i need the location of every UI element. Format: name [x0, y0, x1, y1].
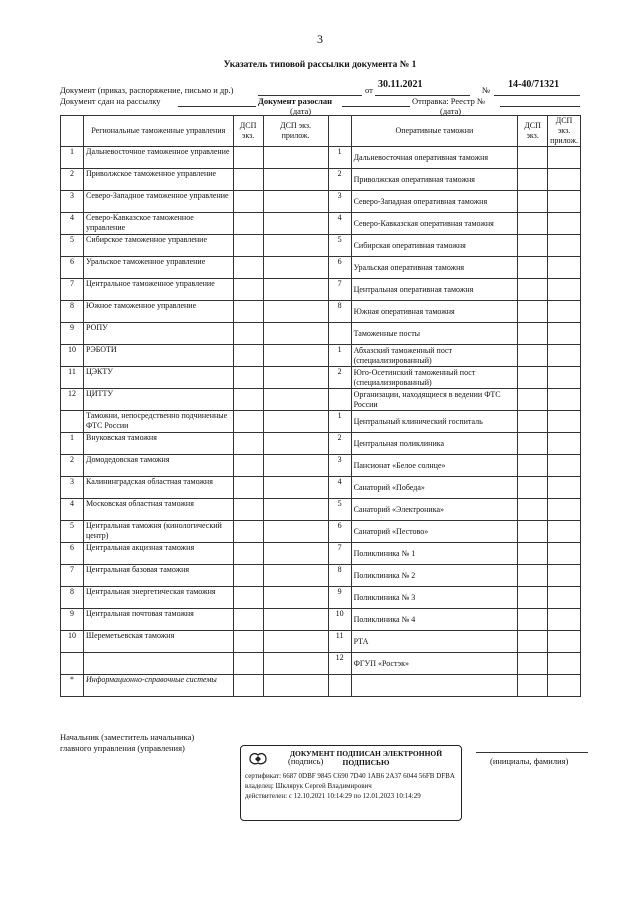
row-right-name: Пансионат «Белое солнце»: [351, 455, 518, 477]
stamp-owner: владелец: Шклярук Сергей Владимирович: [245, 782, 372, 790]
row-left-dsp-att: [263, 191, 328, 213]
row-right-number: 4: [328, 213, 351, 235]
row-left-dsp-att: [263, 345, 328, 367]
row-right-number: 3: [328, 191, 351, 213]
row-right-dsp-att: [548, 191, 581, 213]
row-right-dsp-copy: [518, 499, 548, 521]
doc-from: от: [365, 85, 373, 95]
col-no-2: [328, 116, 351, 147]
doc-date-blank: [375, 85, 470, 96]
row-left-dsp-att: [263, 609, 328, 631]
page-number: 3: [317, 32, 323, 46]
row-right-dsp-att: [548, 411, 581, 433]
row-left-name: Центральная таможня (кинологический центр): [84, 521, 234, 543]
row-left-name: Северо-Западное таможенное управление: [84, 191, 234, 213]
row-right-number: 6: [328, 257, 351, 279]
row-left-dsp-copy: [233, 257, 263, 279]
row-right-dsp-att: [548, 609, 581, 631]
table-row: [61, 411, 581, 433]
distributed-blank: [342, 96, 410, 107]
row-left-number: 8: [61, 587, 84, 609]
row-right-dsp-att: [548, 257, 581, 279]
row-left-number: 10: [61, 631, 84, 653]
row-right-dsp-att: [548, 455, 581, 477]
row-left-dsp-copy: [233, 323, 263, 345]
row-right-dsp-copy: [518, 279, 548, 301]
doc-no-sign: №: [482, 85, 491, 95]
col-no: [61, 116, 84, 147]
table-row: [61, 235, 581, 257]
row-right-number: 8: [328, 565, 351, 587]
row-left-dsp-copy: [233, 653, 263, 675]
row-right-dsp-copy: [518, 411, 548, 433]
table-row: [61, 279, 581, 301]
row-right-dsp-att: [548, 565, 581, 587]
row-right-dsp-copy: [518, 389, 548, 411]
row-left-name: ЦЭКТУ: [84, 367, 234, 389]
row-left-name: Дальневосточное таможенное управление: [84, 147, 234, 169]
date-caption: (дата): [290, 106, 312, 116]
row-right-dsp-copy: [518, 345, 548, 367]
table-row: [61, 631, 581, 653]
row-left-name: Приволжское таможенное управление: [84, 169, 234, 191]
sent-blank: [178, 96, 256, 107]
row-right-name: Санаторий «Электроника»: [351, 499, 518, 521]
row-left-name: Уральское таможенное управление: [84, 257, 234, 279]
row-left-number: 5: [61, 235, 84, 257]
row-right-dsp-copy: [518, 433, 548, 455]
row-right-dsp-copy: [518, 257, 548, 279]
row-right-dsp-att: [548, 675, 581, 697]
row-left-number: 9: [61, 323, 84, 345]
row-left-number: 7: [61, 565, 84, 587]
row-left-dsp-copy: [233, 235, 263, 257]
distributed-label: Документ разослан: [258, 96, 333, 106]
doc-date: 30.11.2021: [378, 79, 423, 90]
row-left-dsp-copy: [233, 565, 263, 587]
row-left-number: 4: [61, 213, 84, 235]
row-right-dsp-copy: [518, 147, 548, 169]
row-left-dsp-att: [263, 279, 328, 301]
row-left-number: *: [61, 675, 84, 697]
row-right-number: 1: [328, 147, 351, 169]
row-left-name: Центральная базовая таможня: [84, 565, 234, 587]
row-right-number: 12: [328, 653, 351, 675]
initials-label: (инициалы, фамилия): [490, 756, 569, 766]
row-left-name: Внуковская таможня: [84, 433, 234, 455]
row-right-number: [328, 323, 351, 345]
row-right-dsp-copy: [518, 323, 548, 345]
row-right-name: Южная оперативная таможня: [351, 301, 518, 323]
row-right-name: Поликлиника № 2: [351, 565, 518, 587]
row-left-dsp-copy: [233, 301, 263, 323]
row-left-dsp-copy: [233, 455, 263, 477]
row-right-dsp-att: [548, 543, 581, 565]
e-signature-stamp: [240, 745, 462, 821]
table-row: [61, 653, 581, 675]
row-right-dsp-att: [548, 477, 581, 499]
row-right-name: Приволжская оперативная таможня: [351, 169, 518, 191]
doc-line-blank: [258, 85, 362, 96]
table-row: [61, 147, 581, 169]
row-left-dsp-copy: [233, 411, 263, 433]
row-right-dsp-copy: [518, 543, 548, 565]
row-right-name: Санаторий «Победа»: [351, 477, 518, 499]
row-right-dsp-att: [548, 345, 581, 367]
doc-number: 14-40/71321: [508, 79, 560, 90]
row-right-name: [351, 675, 518, 697]
row-left-number: 2: [61, 169, 84, 191]
row-left-dsp-att: [263, 257, 328, 279]
row-left-dsp-att: [263, 653, 328, 675]
row-left-dsp-att: [263, 235, 328, 257]
table-row: [61, 257, 581, 279]
row-right-name: Дальневосточная оперативная таможня: [351, 147, 518, 169]
row-left-dsp-copy: [233, 631, 263, 653]
table-row: [61, 543, 581, 565]
row-right-number: 8: [328, 301, 351, 323]
row-right-dsp-att: [548, 631, 581, 653]
row-left-dsp-att: [263, 367, 328, 389]
row-right-dsp-copy: [518, 565, 548, 587]
table-row: [61, 301, 581, 323]
row-left-dsp-copy: [233, 587, 263, 609]
row-right-name: Сибирская оперативная таможня: [351, 235, 518, 257]
row-right-name: Поликлиника № 1: [351, 543, 518, 565]
row-left-dsp-att: [263, 477, 328, 499]
row-right-name: Поликлиника № 3: [351, 587, 518, 609]
row-right-dsp-copy: [518, 631, 548, 653]
row-right-number: 4: [328, 477, 351, 499]
row-right-dsp-att: [548, 279, 581, 301]
row-right-number: 5: [328, 235, 351, 257]
row-right-dsp-copy: [518, 213, 548, 235]
row-right-name: РТА: [351, 631, 518, 653]
row-right-number: 1: [328, 345, 351, 367]
row-left-dsp-copy: [233, 367, 263, 389]
signature-label: (подпись): [288, 756, 324, 766]
row-right-number: [328, 675, 351, 697]
col-regional: Региональные таможенные управления: [84, 116, 234, 147]
table-row: [61, 455, 581, 477]
row-left-dsp-att: [263, 433, 328, 455]
row-left-dsp-copy: [233, 521, 263, 543]
table-row: [61, 609, 581, 631]
row-right-dsp-att: [548, 169, 581, 191]
row-left-dsp-att: [263, 411, 328, 433]
table-row: [61, 587, 581, 609]
row-left-dsp-att: [263, 147, 328, 169]
row-left-dsp-att: [263, 455, 328, 477]
row-left-dsp-copy: [233, 169, 263, 191]
table-row: [61, 367, 581, 389]
table-row: [61, 345, 581, 367]
row-left-number: 1: [61, 147, 84, 169]
row-right-dsp-copy: [518, 653, 548, 675]
doc-number-blank: [494, 85, 580, 96]
row-right-dsp-att: [548, 587, 581, 609]
row-left-number: 11: [61, 367, 84, 389]
col-operational: Оперативные таможни: [351, 116, 518, 147]
chief-label-2: главного управления (управления): [60, 743, 185, 753]
row-left-name: Центральная почтовая таможня: [84, 609, 234, 631]
row-left-dsp-copy: [233, 675, 263, 697]
row-left-number: [61, 411, 84, 433]
row-right-dsp-copy: [518, 477, 548, 499]
row-right-number: 7: [328, 543, 351, 565]
row-left-number: 7: [61, 279, 84, 301]
row-right-dsp-copy: [518, 367, 548, 389]
row-right-dsp-att: [548, 213, 581, 235]
row-left-number: 2: [61, 455, 84, 477]
row-left-dsp-att: [263, 499, 328, 521]
chief-label-1: Начальник (заместитель начальника): [60, 732, 195, 742]
row-left-dsp-att: [263, 587, 328, 609]
row-left-dsp-copy: [233, 499, 263, 521]
table-row: [61, 323, 581, 345]
row-right-number: 1: [328, 411, 351, 433]
table-row: [61, 169, 581, 191]
row-right-number: 2: [328, 367, 351, 389]
row-right-dsp-copy: [518, 521, 548, 543]
row-left-dsp-att: [263, 565, 328, 587]
page-title: Указатель типовой рассылки документа № 1: [223, 60, 417, 70]
row-right-name: Центральная поликлиника: [351, 433, 518, 455]
row-right-number: 2: [328, 169, 351, 191]
row-right-dsp-copy: [518, 455, 548, 477]
row-right-dsp-att: [548, 301, 581, 323]
doc-line-label: Документ (приказ, распоряжение, письмо и др.): [60, 85, 234, 95]
row-right-number: [328, 389, 351, 411]
row-right-name: Санаторий «Пестово»: [351, 521, 518, 543]
row-left-name: Южное таможенное управление: [84, 301, 234, 323]
row-left-name: Шереметьевская таможня: [84, 631, 234, 653]
row-left-dsp-copy: [233, 543, 263, 565]
dispatch-label: Отправка: Реестр №: [412, 96, 486, 106]
row-right-number: 10: [328, 609, 351, 631]
row-left-number: 3: [61, 477, 84, 499]
row-left-name: Центральная акцизная таможня: [84, 543, 234, 565]
row-left-dsp-att: [263, 631, 328, 653]
row-left-dsp-att: [263, 389, 328, 411]
row-right-number: 9: [328, 587, 351, 609]
col-dsp-copy: ДСП экз.: [233, 116, 263, 147]
row-left-dsp-copy: [233, 213, 263, 235]
emblem-icon: [247, 750, 269, 768]
row-left-dsp-copy: [233, 279, 263, 301]
row-right-number: 6: [328, 521, 351, 543]
row-right-number: 11: [328, 631, 351, 653]
row-right-dsp-att: [548, 521, 581, 543]
row-right-dsp-copy: [518, 169, 548, 191]
date-caption-2: (дата): [440, 106, 462, 116]
row-left-name: Центральная энергетическая таможня: [84, 587, 234, 609]
row-left-number: 12: [61, 389, 84, 411]
row-left-name: Информационно-справочные системы: [84, 675, 234, 697]
row-right-name: Организации, находящиеся в ведении ФТС России: [351, 389, 518, 411]
row-right-name: Юго-Осетинский таможенный пост (специализированный): [351, 367, 518, 389]
stamp-valid: действителен: с 12.10.2021 10:14:29 по 12.01.2023 10:14:29: [245, 792, 421, 800]
row-right-dsp-copy: [518, 301, 548, 323]
table-row: [61, 675, 581, 697]
dispatch-blank: [500, 96, 580, 107]
table-row: [61, 389, 581, 411]
row-right-dsp-att: [548, 323, 581, 345]
row-left-name: РОПУ: [84, 323, 234, 345]
row-right-name: Северо-Кавказская оперативная таможня: [351, 213, 518, 235]
row-left-dsp-copy: [233, 609, 263, 631]
row-left-dsp-att: [263, 213, 328, 235]
row-left-name: Северо-Кавказское таможенное управление: [84, 213, 234, 235]
row-left-name: Калининградская областная таможня: [84, 477, 234, 499]
sent-label: Документ сдан на рассылку: [60, 96, 161, 106]
row-right-name: Уральская оперативная таможня: [351, 257, 518, 279]
row-left-number: 6: [61, 543, 84, 565]
row-left-dsp-copy: [233, 191, 263, 213]
row-left-dsp-att: [263, 323, 328, 345]
row-left-name: Домодедовская таможня: [84, 455, 234, 477]
row-right-name: Центральный клинический госпиталь: [351, 411, 518, 433]
stamp-cert: сертификат: 6687 0DBF 9845 C690 7D40 1AB6 2A37 6044 56FB DFBA: [245, 772, 455, 780]
row-left-dsp-att: [263, 543, 328, 565]
row-right-number: 7: [328, 279, 351, 301]
row-left-number: 6: [61, 257, 84, 279]
row-right-number: 2: [328, 433, 351, 455]
row-right-dsp-att: [548, 653, 581, 675]
row-left-dsp-copy: [233, 345, 263, 367]
row-right-name: Северо-Западная оперативная таможня: [351, 191, 518, 213]
row-right-name: Центральная оперативная таможня: [351, 279, 518, 301]
row-left-name: [84, 653, 234, 675]
row-left-dsp-att: [263, 301, 328, 323]
row-right-name: Абхазский таможенный пост (специализированный): [351, 345, 518, 367]
initials-blank: [476, 742, 588, 753]
row-right-dsp-att: [548, 499, 581, 521]
row-left-dsp-copy: [233, 433, 263, 455]
table-row: [61, 433, 581, 455]
distribution-table: [60, 115, 581, 697]
row-left-number: 10: [61, 345, 84, 367]
row-left-number: 5: [61, 521, 84, 543]
row-right-dsp-copy: [518, 609, 548, 631]
row-left-dsp-copy: [233, 147, 263, 169]
row-left-name: Центральное таможенное управление: [84, 279, 234, 301]
row-left-number: 4: [61, 499, 84, 521]
stamp-header: ДОКУМЕНТ ПОДПИСАН ЭЛЕКТРОННОЙ ПОДПИСЬЮ: [289, 749, 443, 767]
table-row: [61, 521, 581, 543]
row-right-name: Поликлиника № 4: [351, 609, 518, 631]
row-right-dsp-att: [548, 235, 581, 257]
row-left-name: Сибирское таможенное управление: [84, 235, 234, 257]
row-left-dsp-att: [263, 675, 328, 697]
row-left-dsp-copy: [233, 477, 263, 499]
row-right-dsp-copy: [518, 235, 548, 257]
table-row: [61, 191, 581, 213]
row-right-number: 3: [328, 455, 351, 477]
row-left-dsp-att: [263, 169, 328, 191]
row-left-dsp-copy: [233, 389, 263, 411]
col-dsp-att: ДСП экз. прилож.: [263, 116, 328, 147]
table-row: [61, 213, 581, 235]
row-right-number: 5: [328, 499, 351, 521]
row-left-name: Московская областная таможня: [84, 499, 234, 521]
row-left-name: Таможни, непосредственно подчиненные ФТС России: [84, 411, 234, 433]
row-left-name: ЦИТТУ: [84, 389, 234, 411]
row-right-dsp-copy: [518, 587, 548, 609]
row-right-name: Таможенные посты: [351, 323, 518, 345]
table-row: [61, 499, 581, 521]
row-right-dsp-att: [548, 367, 581, 389]
row-right-dsp-att: [548, 433, 581, 455]
row-left-number: 9: [61, 609, 84, 631]
row-left-number: 1: [61, 433, 84, 455]
col-dsp-att-2: ДСП экз. прилож.: [548, 116, 581, 147]
row-left-dsp-att: [263, 521, 328, 543]
table-row: [61, 477, 581, 499]
row-right-dsp-copy: [518, 675, 548, 697]
row-left-number: 8: [61, 301, 84, 323]
row-left-name: РЭБОТИ: [84, 345, 234, 367]
row-right-dsp-att: [548, 389, 581, 411]
row-right-name: ФГУП «Ростэк»: [351, 653, 518, 675]
row-left-number: 3: [61, 191, 84, 213]
row-left-number: [61, 653, 84, 675]
row-right-dsp-att: [548, 147, 581, 169]
table-row: [61, 565, 581, 587]
row-right-dsp-copy: [518, 191, 548, 213]
col-dsp-copy-2: ДСП экз.: [518, 116, 548, 147]
